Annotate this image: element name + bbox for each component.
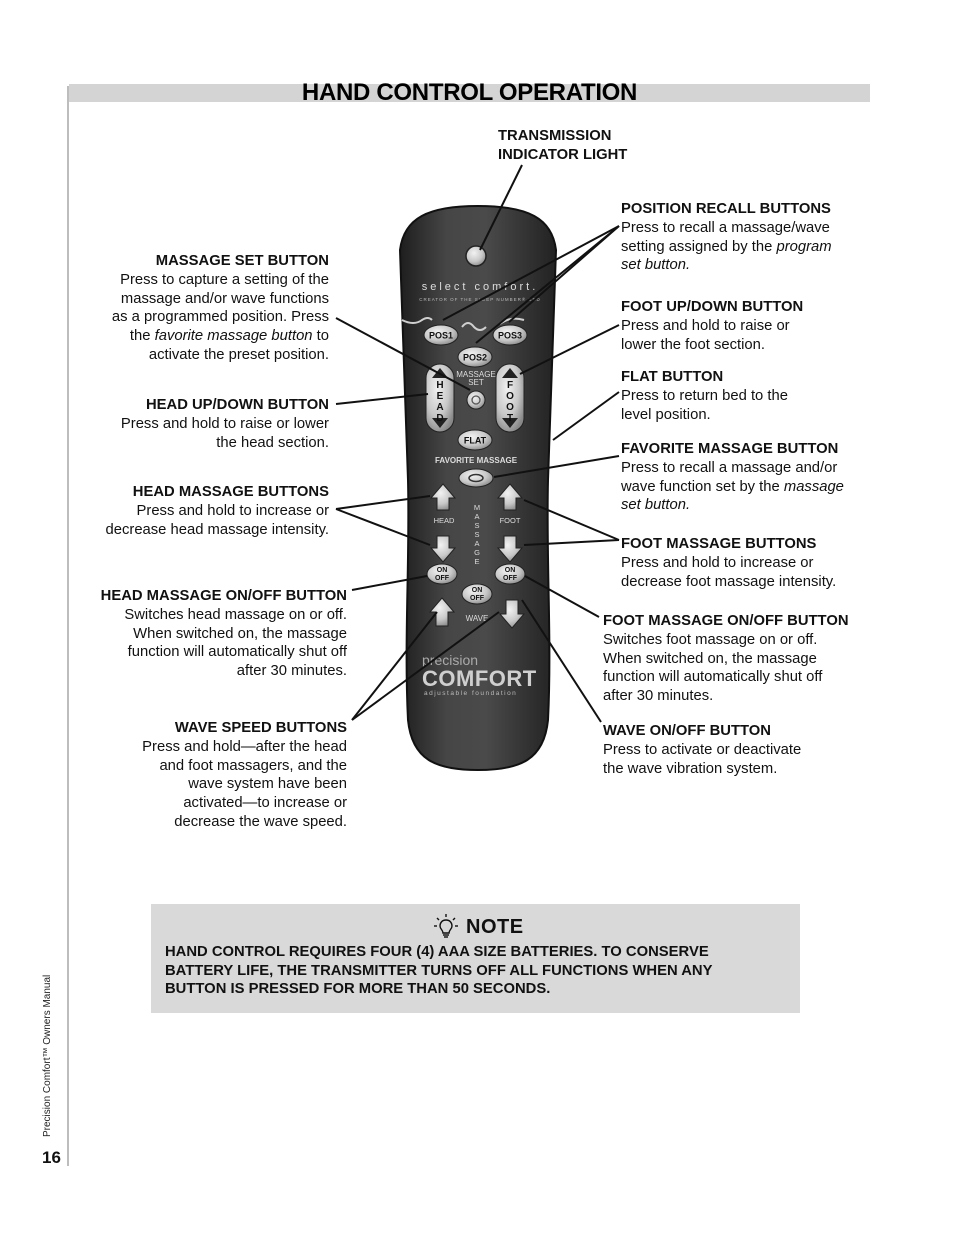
head-massage-onoff-button	[427, 564, 457, 584]
massage-set-button	[467, 391, 485, 409]
head-small-label: HEAD	[433, 516, 455, 525]
svg-text:O: O	[506, 391, 514, 402]
pos3-button	[493, 325, 527, 345]
svg-text:S: S	[474, 530, 480, 539]
lightbulb-icon	[432, 913, 460, 941]
massage-vertical-label	[474, 503, 480, 566]
callout-foot-updown: FOOT UP/DOWN BUTTON Press and hold to raise or lower the foot section.	[621, 299, 804, 353]
wave-label: WAVE	[465, 614, 489, 623]
callout-favorite-massage: FAVORITE MASSAGE BUTTON Press to recall a massage and/or wave function set by the massage set button.	[621, 441, 844, 514]
svg-text:ON: ON	[471, 587, 483, 594]
svg-text:ON: ON	[436, 567, 448, 574]
callout-head-massage: HEAD MASSAGE BUTTONS Press and hold to increase or decrease head massage intensity.	[105, 484, 329, 538]
wave-onoff-button	[462, 584, 492, 604]
svg-text:A: A	[436, 402, 444, 413]
pos1-button	[424, 325, 458, 345]
svg-text:O: O	[506, 402, 514, 413]
massage-set-label-2: SET	[468, 378, 484, 387]
logo-sub: adjustable foundation	[424, 690, 518, 697]
foot-small-label: FOOT	[499, 516, 521, 525]
callout-head-updown: HEAD UP/DOWN BUTTON Press and hold to raise or lower the head section.	[120, 397, 329, 451]
head-rocker-button	[426, 364, 454, 432]
svg-text:S: S	[474, 521, 480, 530]
svg-text:POS1: POS1	[428, 330, 454, 341]
callout-wave-speed: WAVE SPEED BUTTONS Press and hold—after the head and foot massagers, and the wave system have been activated—to increase or decrease the wave speed.	[142, 720, 347, 830]
page-title: HAND CONTROL OPERATION	[301, 79, 638, 106]
massage-set-label-1: MASSAGE	[456, 370, 496, 379]
svg-text:T: T	[506, 413, 514, 424]
note-title	[432, 912, 524, 942]
foot-rocker-button	[496, 364, 524, 432]
svg-text:A: A	[474, 512, 480, 521]
svg-text:A: A	[474, 539, 480, 548]
logo-comfort: COMFORT	[422, 666, 537, 691]
callout-foot-massage: FOOT MASSAGE BUTTONS Press and hold to increase or decrease foot massage intensity.	[621, 536, 837, 590]
svg-text:M: M	[473, 503, 481, 512]
brand-text: select comfort.	[421, 281, 539, 293]
svg-text:ON: ON	[504, 567, 516, 574]
svg-text:D: D	[436, 413, 444, 424]
svg-text:E: E	[474, 557, 480, 566]
favorite-massage-button	[459, 469, 493, 487]
callout-transmission-light: TRANSMISSION INDICATOR LIGHT	[498, 128, 628, 163]
favorite-massage-label: FAVORITE MASSAGE	[434, 456, 518, 465]
foot-massage-onoff-button	[495, 564, 525, 584]
note-label: NOTE	[466, 915, 524, 938]
manual-side-text: Precision Comfort™ Owners Manual	[42, 974, 53, 1137]
svg-text:OFF: OFF	[435, 575, 449, 582]
callout-position-recall: POSITION RECALL BUTTONS Press to recall a massage/wave setting assigned by the program set button.	[621, 201, 832, 274]
flat-button	[458, 430, 492, 450]
callout-massage-set: MASSAGE SET BUTTON Press to capture a setting of the massage and/or wave functions as a programmed position. Press the favorite massage button to activate the preset position.	[111, 253, 329, 363]
logo-precision: precision	[422, 652, 479, 668]
callout-wave-onoff: WAVE ON/OFF BUTTON Press to activate or deactivate the wave vibration system.	[603, 723, 802, 777]
svg-text:F: F	[506, 380, 514, 391]
indicator-light	[466, 246, 486, 266]
pos2-button	[458, 347, 492, 367]
tagline-text: CREATOR OF THE SLEEP NUMBER® BED	[419, 297, 541, 302]
svg-text:POS2: POS2	[462, 352, 488, 363]
page-number: 16	[42, 1148, 61, 1167]
svg-text:H: H	[436, 380, 444, 391]
callout-foot-onoff: FOOT MASSAGE ON/OFF BUTTON Switches foot massage on or off. When switched on, the massage function will automatically shut off after 30 minutes.	[603, 613, 849, 705]
svg-text:OFF: OFF	[470, 595, 484, 602]
callout-flat: FLAT BUTTON Press to return bed to the level position.	[621, 369, 788, 423]
note-text: HAND CONTROL REQUIRES FOUR (4) AAA SIZE BATTERIES. TO CONSERVE BATTERY LIFE, THE TRANSMITTER TURNS OFF ALL FUNCTIONS WHEN ANY BUTTON IS PRESSED FOR MORE THAN 50 SECONDS.	[165, 944, 713, 998]
svg-text:FLAT: FLAT	[463, 435, 487, 446]
svg-text:E: E	[436, 391, 444, 402]
svg-text:OFF: OFF	[503, 575, 517, 582]
svg-text:POS3: POS3	[497, 330, 523, 341]
callout-head-onoff: HEAD MASSAGE ON/OFF BUTTON Switches head massage on or off. When switched on, the massage function will automatically shut off after 30 minutes.	[100, 588, 347, 680]
svg-text:G: G	[474, 548, 480, 557]
